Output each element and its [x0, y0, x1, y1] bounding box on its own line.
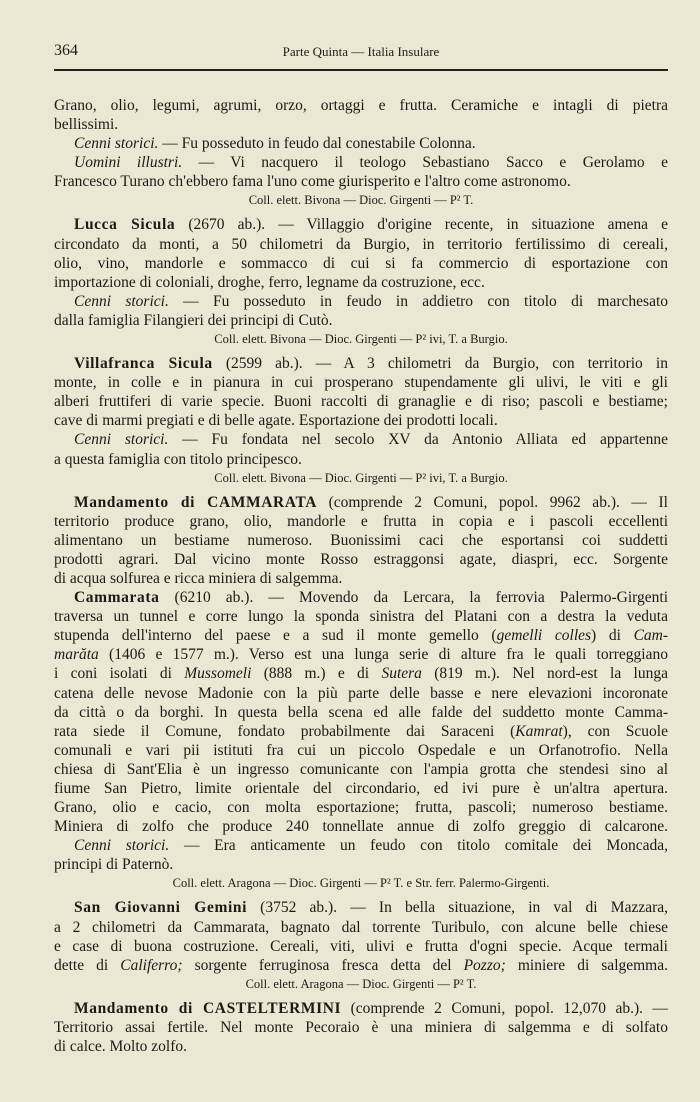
text-line — [54, 722, 668, 741]
text-line — [54, 153, 668, 172]
text-line — [54, 134, 668, 153]
italic-text: marăta — [54, 646, 99, 664]
text-line — [54, 550, 668, 569]
electoral-info: Coll. elett. Bivona — Dioc. Girgenti — P² ivi, T. a Burgio. — [214, 470, 508, 485]
text-span: bellissimi. — [54, 116, 119, 134]
text-line — [54, 354, 668, 373]
italic-text: Cenni storici. — [74, 431, 169, 449]
text-span: e case di buona costruzione. Cereali, viti, ulivi e frutta d'ogni specie. Acque termali — [54, 937, 668, 955]
text-line — [54, 512, 668, 531]
italic-text: gemelli colles — [496, 627, 592, 645]
text-span: Grano, olio, legumi, agrumi, orzo, ortaggi e frutta. Ceramiche e intagli di pietra — [54, 97, 668, 114]
text-span: alimentano un bestiame numeroso. Buonissimi caci che esportansi coi suddetti — [54, 531, 668, 549]
text-line — [54, 703, 668, 722]
text-line — [54, 172, 668, 191]
italic-text: Uomini illustri. — [74, 154, 183, 172]
text-span: miniere di salgemma. — [505, 956, 668, 974]
text-line — [54, 569, 668, 588]
italic-text: Cam- — [633, 627, 669, 645]
text-line — [54, 411, 668, 430]
text-span: Francesco Turano ch'ebbero fama l'uno come giurisperito e l'altro come astronomo. — [54, 173, 571, 191]
text-span: alberi fruttiferi di varie specie. Buoni raccolti di granaglie e di riso; pascoli e bestiame; — [54, 393, 668, 411]
text-span: da città o da borghi. In questa bella scena ed alle falde del suddetto monte Camma- — [54, 703, 668, 721]
text-span: dalla famiglia Filangieri dei principi di Cutò. — [54, 311, 333, 329]
text-span: comunali e vari pii istituti fra cui un piccolo Ospedale e un Orfanotrofio. Nella — [54, 741, 668, 759]
text-line — [54, 956, 668, 975]
running-title: Parte Quinta — Italia Insulare — [282, 44, 440, 59]
text-span: fiume San Pietro, limite orientale del circondario, ed ivi pure è un'altra apertura. — [54, 780, 668, 797]
text-span: catena delle nevose Madonie con la più parte delle basse e nere elevazioni incoronate — [54, 684, 668, 702]
text-section — [54, 898, 668, 993]
text-line — [54, 450, 668, 469]
text-line — [54, 493, 668, 512]
text-span: — Vi nacquero il teologo Sebastiano Sacco e Gerolamo e — [182, 154, 668, 172]
electoral-info: Coll. elett. Bivona — Dioc. Girgenti — P² T. — [248, 193, 474, 208]
text-line — [54, 817, 668, 836]
entry-heading: San Giovanni Gemini — [74, 899, 247, 917]
italic-text: Cenni storici. — [74, 837, 170, 855]
italic-text: Cenni storici. — [74, 135, 159, 153]
text-section — [54, 215, 668, 349]
text-span: Miniera di zolfo che produce 240 tonnellate annue di zolfo greggio di calcarone. — [54, 818, 668, 836]
text-section — [54, 999, 668, 1056]
text-span: — Fu posseduto in feudo in addietro con titolo di marchesato — [168, 292, 669, 310]
text-span: chiesa di Sant'Elia è un ingresso comunicante con l'ampia grotta che stendesi sino al — [54, 760, 668, 778]
text-span: (888 m.) e di — [251, 665, 382, 683]
text-line — [54, 311, 668, 330]
text-span: cave di marmi pregiati e di belle agate. Esportazione dei prodotti locali. — [54, 412, 498, 430]
text-line — [54, 798, 668, 817]
text-section — [54, 96, 668, 210]
text-line — [54, 836, 668, 855]
text-line — [54, 531, 668, 550]
entry-heading: Mandamento di CAMMARATA — [74, 493, 318, 511]
text-line — [54, 1018, 668, 1037]
text-line — [54, 898, 668, 917]
electoral-info: Coll. elett. Aragona — Dioc. Girgenti — P² T. — [245, 976, 477, 991]
header-rule — [54, 69, 668, 71]
text-line — [54, 937, 668, 956]
text-span: monte, in colle e in pianura in cui prosperano stupendamente gli ulivi, le viti e gli — [54, 374, 668, 392]
electoral-info: Coll. elett. Bivona — Dioc. Girgenti — P² ivi, T. a Burgio. — [214, 332, 508, 347]
text-span: i coni isolati di — [54, 665, 185, 683]
text-span: (6210 ab.). — Movendo da Lercara, la ferrovia Palermo-Girgenti — [159, 589, 668, 607]
text-span: (comprende 2 Comuni, popol. 9962 ab.). — Il — [317, 493, 668, 511]
text-line — [54, 430, 668, 449]
text-line — [54, 1037, 668, 1056]
text-line — [54, 855, 668, 874]
text-span: ), con Scuole — [562, 722, 668, 740]
text-span: prodotti agrari. Dal vicino monte Rosso estraggonsi agate, diaspri, ecc. Sorgente — [54, 550, 668, 568]
text-line — [54, 235, 668, 254]
italic-text: Sutera — [381, 665, 422, 683]
text-line — [54, 215, 668, 234]
entry-heading: Mandamento di CASTELTERMINI — [74, 999, 342, 1017]
text-section — [54, 354, 668, 488]
text-span: circondato da monti, a 50 chilometri da Burgio, in territorio fertilissimo di cereali, — [54, 235, 668, 253]
text-span: a questa famiglia con titolo principesco. — [54, 450, 302, 468]
text-span: principi di Paternò. — [54, 856, 174, 874]
text-span: olio, vino, mandorle e sommacco di cui si fa commercio di esportazione con — [54, 254, 668, 272]
text-span: Grano, olio e cacio, con molta esportazione; frutta, pascoli; numeroso bestiame. — [54, 799, 668, 817]
text-section — [54, 493, 668, 894]
text-span: a 2 chilometri da Cammarata, bagnato dal torrente Turibulo, con alcune belle chiese — [54, 918, 668, 936]
text-span: — Era anticamente un feudo con titolo comitale dei Moncada, — [169, 837, 668, 855]
text-span: (comprende 2 Comuni, popol. 12,070 ab.). — — [341, 999, 668, 1017]
text-line — [54, 96, 668, 115]
text-span: — Fu fondata nel secolo XV da Antonio Alliata ed appartenne — [168, 431, 668, 449]
text-line — [54, 626, 668, 645]
text-span: — Fu posseduto in feudo dal conestabile Colonna. — [158, 135, 476, 153]
text-line — [54, 254, 668, 273]
page-body — [54, 96, 668, 1056]
text-line — [54, 292, 668, 311]
text-line — [54, 115, 668, 134]
text-span: sorgente ferruginosa fresca detta del — [182, 956, 464, 974]
text-span: dette di — [54, 956, 121, 974]
text-span: importazione di coloniali, droghe, ferro, legname da costruzione, ecc. — [54, 273, 485, 291]
entry-heading: Villafranca Sicula — [74, 355, 213, 373]
italic-text: Pozzo; — [463, 956, 506, 974]
text-span: (2599 ab.). — A 3 chilometri da Burgio, con territorio in — [212, 355, 668, 373]
text-span: di acqua solfurea e ricca miniera di salgemma. — [54, 569, 343, 587]
text-span: ) di — [591, 627, 634, 645]
text-line — [54, 999, 668, 1018]
text-line — [54, 684, 668, 703]
italic-text: Califerro; — [120, 956, 183, 974]
text-line — [54, 741, 668, 760]
text-line — [54, 645, 668, 664]
page-number: 364 — [54, 42, 78, 59]
text-line — [54, 273, 668, 292]
text-span: (1406 e 1577 m.). Verso est una lunga serie di alture fra le quali torreggiano — [98, 646, 668, 664]
text-line — [54, 779, 668, 798]
text-line — [54, 760, 668, 779]
italic-text: Mussomeli — [184, 665, 252, 683]
text-span: stupenda dell'interno del paese e a sud il monte gemello ( — [54, 627, 497, 645]
entry-heading: Cammarata — [74, 589, 160, 607]
text-line — [54, 664, 668, 683]
italic-text: Cenni storici. — [74, 292, 169, 310]
text-span: territorio produce grano, olio, mandorle e frutta in copia e i pascoli eccellenti — [54, 512, 668, 530]
text-span: Territorio assai fertile. Nel monte Pecoraio è una miniera di salgemma e di solfato — [54, 1018, 668, 1036]
text-line — [54, 392, 668, 411]
electoral-info: Coll. elett. Aragona — Dioc. Girgenti — P² T. e Str. ferr. Palermo-Girgenti. — [172, 876, 550, 891]
text-line — [54, 918, 668, 937]
text-span: di calce. Molto zolfo. — [54, 1038, 187, 1056]
text-line — [54, 588, 668, 607]
text-span: rata siede il Comune, fondato probabilmente dai Saraceni ( — [54, 722, 516, 740]
text-line — [54, 373, 668, 392]
text-span: (819 m.). Nel nord-est la lunga — [421, 665, 668, 683]
entry-heading: Lucca Sicula — [74, 216, 176, 234]
text-span: (2670 ab.). — Villaggio d'origine recente, in situazione amena e — [175, 216, 668, 234]
italic-text: Kamrat — [515, 722, 563, 740]
text-span: (3752 ab.). — In bella situazione, in val di Mazzara, — [247, 899, 669, 917]
text-line — [54, 607, 668, 626]
text-span: traversa un tunnel e corre lungo la sponda sinistra del Platani con a destra la veduta — [54, 608, 668, 626]
